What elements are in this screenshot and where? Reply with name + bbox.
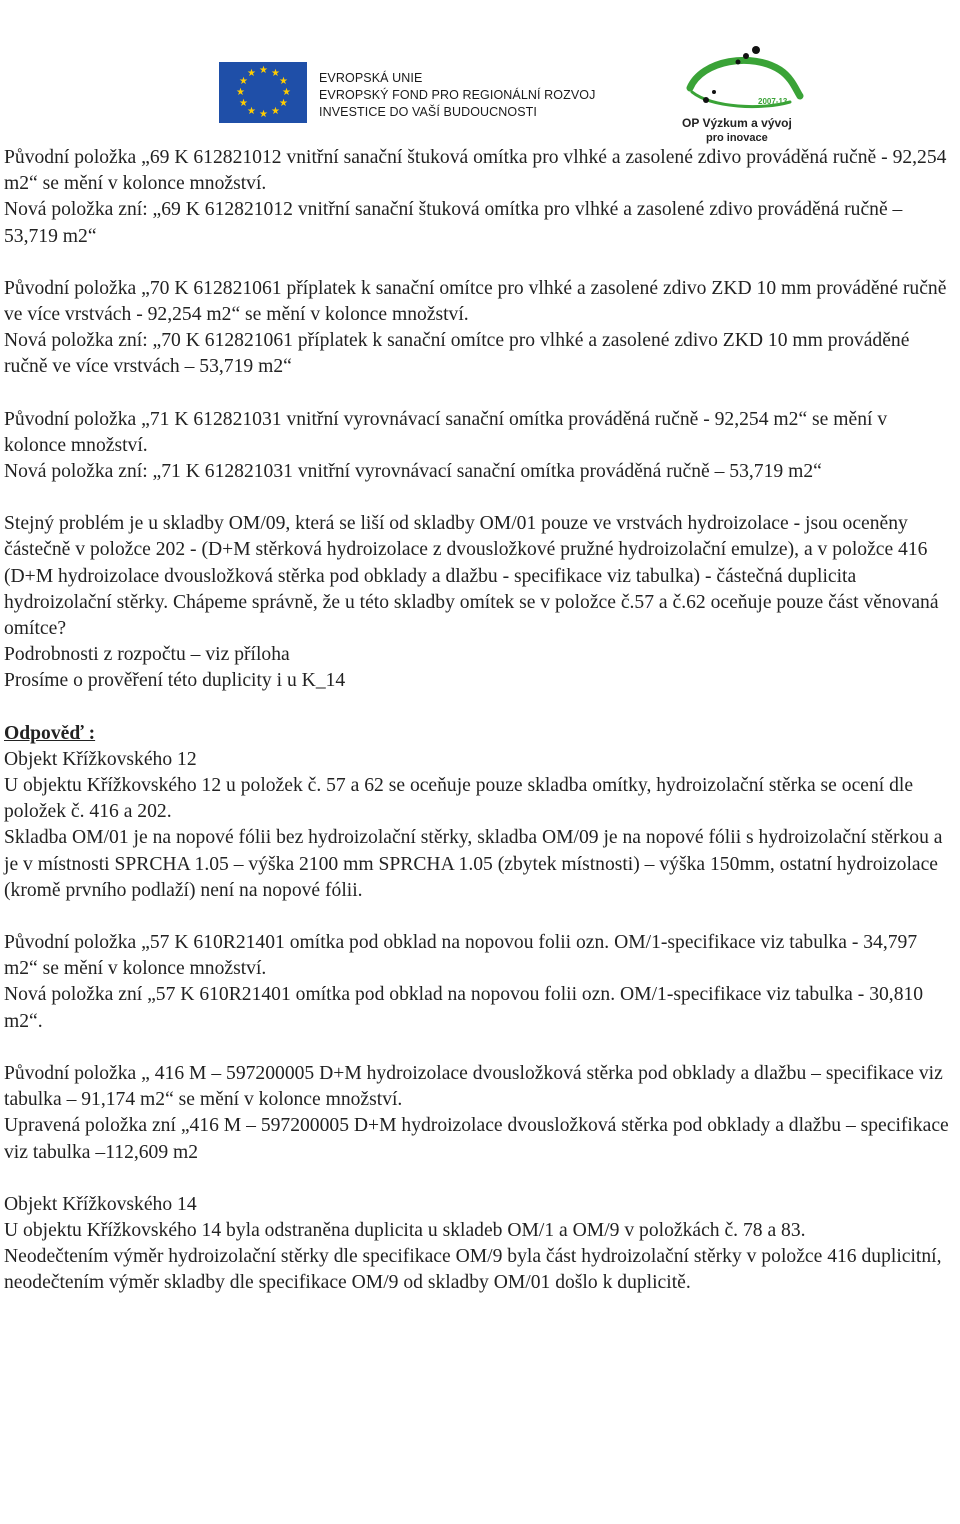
op-vav-logo	[672, 40, 822, 150]
text-line: Upravená položka zní „416 M – 597200005 D+M hydroizolace dvousložková stěrka pod obklady a dlažbu – specifikace viz tabulka –112,609 m2	[4, 1115, 949, 1163]
paragraph	[4, 930, 949, 1035]
text-line: Objekt Křížkovského 12	[4, 748, 197, 770]
text-line: Skladba OM/01 je na nopové fólii bez hydroizolační stěrky, skladba OM/09 je na nopové fólii s hydroizolační stěrkou a je v místnosti SPRCHA 1.05 – výška 2100 mm SPRCHA 1.05 (zbytek místnosti) – výška 150mm, ostatní hydroizolace (kromě prvního podlaží) není na nopové fólii.	[4, 827, 943, 901]
paragraph	[4, 276, 949, 381]
paragraph	[4, 407, 949, 486]
text-line: Původní položka „69 K 612821012 vnitřní sanační štuková omítka pro vlhké a zasolené zdivo prováděná ručně - 92,254 m2“ se mění v kolonce množství.	[4, 147, 947, 195]
text-line: Objekt Křížkovského 14	[4, 1193, 197, 1215]
op-years: 2007-13	[758, 97, 788, 106]
op-swoosh-icon	[672, 40, 822, 120]
text-line: Původní položka „ 416 M – 597200005 D+M hydroizolace dvousložková stěrka pod obklady a dlažbu – specifikace viz tabulka – 91,174 m2“ se mění v kolonce množství.	[4, 1062, 943, 1111]
eu-line: INVESTICE DO VAŠÍ BUDOUCNOSTI	[319, 105, 537, 119]
text-line: Nová položka zní „57 K 610R21401 omítka pod obklad na nopovou folii ozn. OM/1-specifikace viz tabulka - 30,810 m2“.	[4, 984, 924, 1032]
op-subtitle: pro inovace	[706, 132, 768, 144]
eu-line: EVROPSKÁ UNIE	[319, 71, 423, 85]
text-line: U objektu Křížkovského 12 u položek č. 57 a 62 se oceňuje pouze skladba omítky, hydroizolační stěrka se ocení dle položek č. 416 a 202.	[4, 775, 914, 823]
page-header	[0, 0, 960, 144]
text-line: Původní položka „57 K 610R21401 omítka pod obklad na nopovou folii ozn. OM/1-specifikace viz tabulka - 34,797 m2“ se mění v kolonce množství.	[4, 932, 918, 980]
text-line: Podrobnosti z rozpočtu – viz příloha	[4, 644, 290, 666]
text-line: Neodečtením výměr hydroizolační stěrky dle specifikace OM/9 byla část hydroizolační stěrky v položce 416 duplicitní, neodečtením výměr skladby dle specifikace OM/9 od skladby OM/01 došlo k duplicitě.	[4, 1246, 942, 1294]
paragraph	[4, 1192, 949, 1297]
text-line: Nová položka zní: „70 K 612821061 příplatek k sanační omítce pro vlhké a zasolené zdivo ZKD 10 mm prováděné ručně ve více vrstvách – 53,719 m2“	[4, 330, 910, 378]
answer-heading	[4, 721, 949, 747]
text-line: Původní položka „70 K 612821061 příplatek k sanační omítce pro vlhké a zasolené zdivo ZKD 10 mm prováděné ručně ve více vrstvách - 92,254 m2“ se mění v kolonce množství.	[4, 277, 947, 326]
text-line: Nová položka zní: „69 K 612821012 vnitřní sanační štuková omítka pro vlhké a zasolené zdivo prováděná ručně – 53,719 m2“	[4, 199, 903, 247]
paragraph	[4, 145, 949, 250]
text-line: U objektu Křížkovského 14 byla odstraněna duplicita u skladeb OM/1 a OM/9 v položkách č. 78 a 83.	[4, 1219, 806, 1241]
text-line: Původní položka „71 K 612821031 vnitřní vyrovnávací sanační omítka prováděná ručně - 92,254 m2“ se mění v kolonce množství.	[4, 408, 888, 456]
paragraph	[4, 747, 949, 904]
answer-heading-text: Odpověď :	[4, 722, 96, 744]
text-line: Nová položka zní: „71 K 612821031 vnitřní vyrovnávací sanační omítka prováděná ručně – 53,719 m2“	[4, 461, 822, 483]
text-line: Stejný problém je u skladby OM/09, která se liší od skladby OM/01 pouze ve vrstvách hydroizolace - jsou oceněny částečně v položce 202 - (D+M stěrková hydroizolace z dvousložkové pružné hydroizolační emulze), a v položce 416 (D+M hydroizolace dvousložková stěrka pod obklady a dlažbu - specifikace viz tabulka) - částečná duplicita hydroizolační stěrky. Chápeme správně, že u této skladby omítek se v položce č.57 a č.62 oceňuje pouze část věnovaná omítce?	[4, 513, 939, 640]
paragraph	[4, 511, 949, 694]
document-body	[4, 145, 949, 1323]
paragraph	[4, 1061, 949, 1166]
text-line: Prosíme o prověření této duplicity i u K_14	[4, 670, 346, 692]
eu-fund-text	[319, 70, 595, 121]
eu-flag-logo: ★ ★ ★ ★ ★ ★ ★ ★ ★ ★ ★ ★	[219, 62, 307, 123]
op-title: OP Výzkum a vývoj	[682, 116, 792, 130]
eu-line: EVROPSKÝ FOND PRO REGIONÁLNÍ ROZVOJ	[319, 88, 596, 102]
